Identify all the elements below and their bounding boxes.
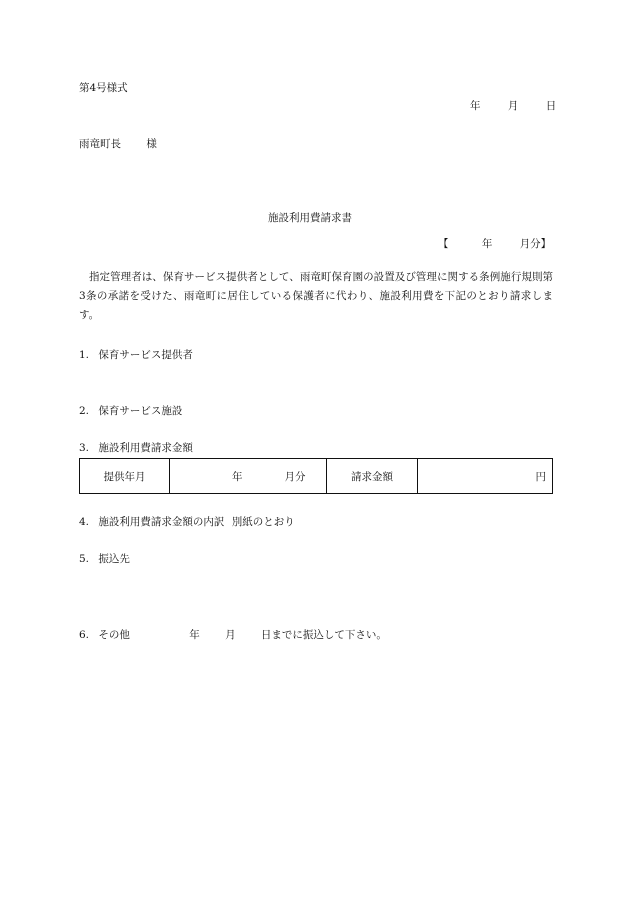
item-number: 2. [79,405,90,417]
currency-unit: 円 [535,470,546,483]
form-number: 第4号様式 [79,82,128,94]
billing-table [79,458,553,494]
deadline-year-unit: 年 [189,629,200,641]
item-number: 3. [79,442,90,454]
item-number: 4. [79,516,90,528]
item-value: 別紙のとおり [231,516,295,528]
amount-label: 請求金額 [351,470,393,483]
item-label: 施設利用費請求金額の内訳 [98,516,225,528]
date-day-unit: 日 [545,100,557,112]
addressee-name: 雨竜町長 [79,138,121,150]
period-month-unit: 月分】 [519,238,552,250]
period-open-bracket: 【 [438,238,449,250]
item-billing-amount [79,441,193,455]
item-label: 保育サービス施設 [98,405,183,417]
item-transfer-account [79,552,130,566]
provision-label-cell [80,459,170,493]
item-other [79,628,387,642]
date-month-unit: 月 [507,100,519,112]
item-label: 保育サービス提供者 [98,349,193,361]
deadline-rest: 日までに振込して下さい。 [260,629,387,641]
addressee [79,137,157,151]
item-number: 6. [79,629,90,641]
billing-period [438,237,551,251]
item-provider [79,348,193,362]
item-breakdown [79,515,295,529]
deadline-month-unit: 月 [225,629,236,641]
date-header [470,99,556,113]
item-number: 5. [79,553,90,565]
item-label: 振込先 [98,553,130,565]
amount-value-cell[interactable] [418,459,552,493]
item-number: 1. [79,349,90,361]
provision-label: 提供年月 [103,470,146,483]
date-year-unit: 年 [470,100,481,112]
provision-year-unit: 年 [232,470,243,483]
period-year-unit: 年 [481,238,493,250]
item-label: その他 [98,629,130,641]
item-label: 施設利用費請求金額 [98,442,193,454]
document-title: 施設利用費請求書 [268,212,352,224]
addressee-honorific: 様 [146,138,157,150]
provision-date-cell[interactable] [170,459,327,493]
provision-month-unit: 月分 [284,470,306,483]
item-facility [79,404,182,418]
body-paragraph: 指定管理者は、保育サービス提供者として、雨竜町保育園の設置及び管理に関する条例施行規則第3条の承諾を受けた、雨竜町に居住している保護者に代わり、施設利用費を下記のとおり請求します。 [79,271,553,321]
amount-label-cell [327,459,418,493]
